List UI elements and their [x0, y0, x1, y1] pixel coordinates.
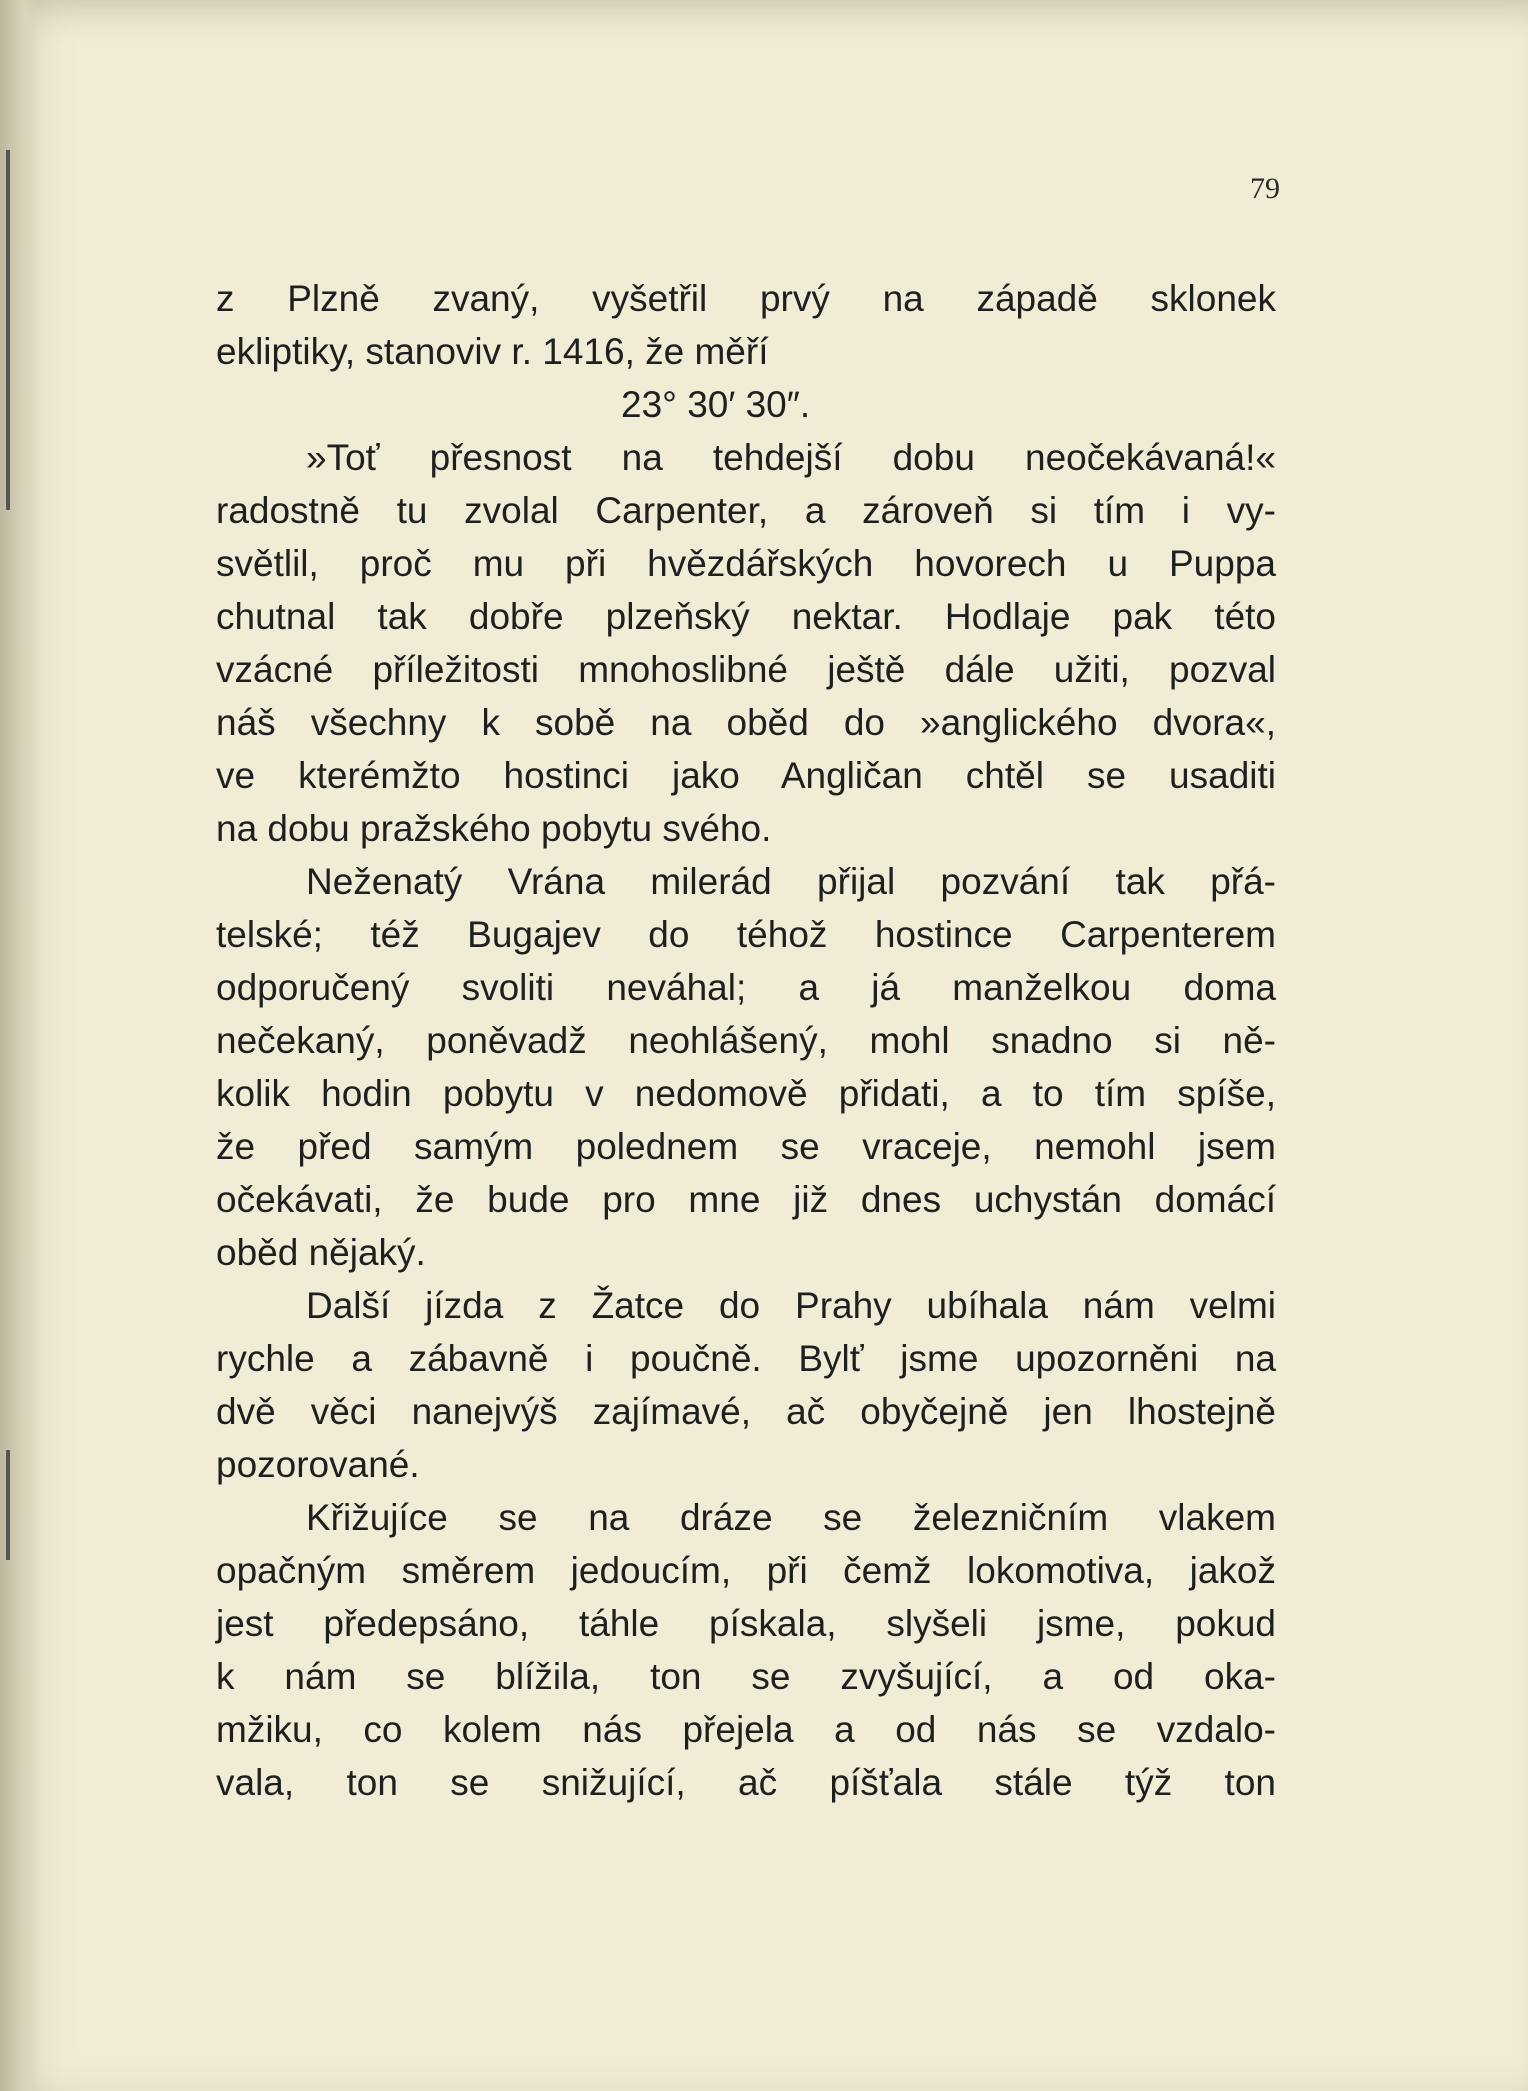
body-text — [216, 272, 1276, 1809]
text-line: 23° 30′ 30″. — [621, 384, 811, 425]
edge-mark — [6, 150, 10, 510]
text-line: pozorované. — [216, 1444, 420, 1485]
text-line: světlil, proč mu při hvězdářských hovorech u Puppa — [216, 543, 1276, 584]
text-line: mžiku, co kolem nás přejela a od nás se vzdalo- — [216, 1709, 1276, 1750]
text-line: náš všechny k sobě na oběd do »anglického dvora«, — [216, 702, 1276, 743]
text-line: opačným směrem jedoucím, při čemž lokomotiva, jakož — [216, 1550, 1276, 1591]
text-line: chutnal tak dobře plzeňský nektar. Hodlaje pak této — [216, 596, 1276, 637]
edge-mark — [6, 1450, 10, 1560]
text-line: odporučený svoliti neváhal; a já manželkou doma — [216, 967, 1276, 1008]
text-line: radostně tu zvolal Carpenter, a zároveň si tím i vy- — [216, 490, 1276, 531]
text-line: ekliptiky, stanoviv r. 1416, že měří — [216, 331, 769, 372]
text-line: dvě věci nanejvýš zajímavé, ač obyčejně jen lhostejně — [216, 1391, 1276, 1432]
text-line: rychle a zábavně i poučně. Bylť jsme upozorněni na — [216, 1338, 1276, 1379]
text-line: telské; též Bugajev do téhož hostince Carpenterem — [216, 914, 1276, 955]
text-line: »Toť přesnost na tehdejší dobu neočekávaná!« — [306, 437, 1276, 478]
text-line: očekávati, že bude pro mne již dnes uchystán domácí — [216, 1179, 1276, 1220]
text-line: na dobu pražského pobytu svého. — [216, 808, 772, 849]
text-line: ve kterémžto hostinci jako Angličan chtěl se usaditi — [216, 755, 1276, 796]
text-line: vala, ton se snižující, ač píšťala stále týž ton — [216, 1762, 1276, 1803]
text-line: vzácné příležitosti mnohoslibné ještě dále užiti, pozval — [216, 649, 1276, 690]
page-number: 79 — [1250, 172, 1280, 205]
text-line: Křižujíce se na dráze se železničním vlakem — [306, 1497, 1276, 1538]
text-line: nečekaný, poněvadž neohlášený, mohl snadno si ně- — [216, 1020, 1276, 1061]
text-line: k nám se blížila, ton se zvyšující, a od oka- — [216, 1656, 1276, 1697]
text-line: kolik hodin pobytu v nedomově přidati, a to tím spíše, — [216, 1073, 1276, 1114]
text-line: Další jízda z Žatce do Prahy ubíhala nám velmi — [306, 1285, 1276, 1326]
text-line: Neženatý Vrána milerád přijal pozvání tak přá- — [306, 861, 1276, 902]
text-line: že před samým polednem se vraceje, nemohl jsem — [216, 1126, 1276, 1167]
text-line: oběd nějaký. — [216, 1232, 426, 1273]
text-line: z Plzně zvaný, vyšetřil prvý na západě sklonek — [216, 278, 1276, 319]
text-line: jest předepsáno, táhle pískala, slyšeli jsme, pokud — [216, 1603, 1276, 1644]
